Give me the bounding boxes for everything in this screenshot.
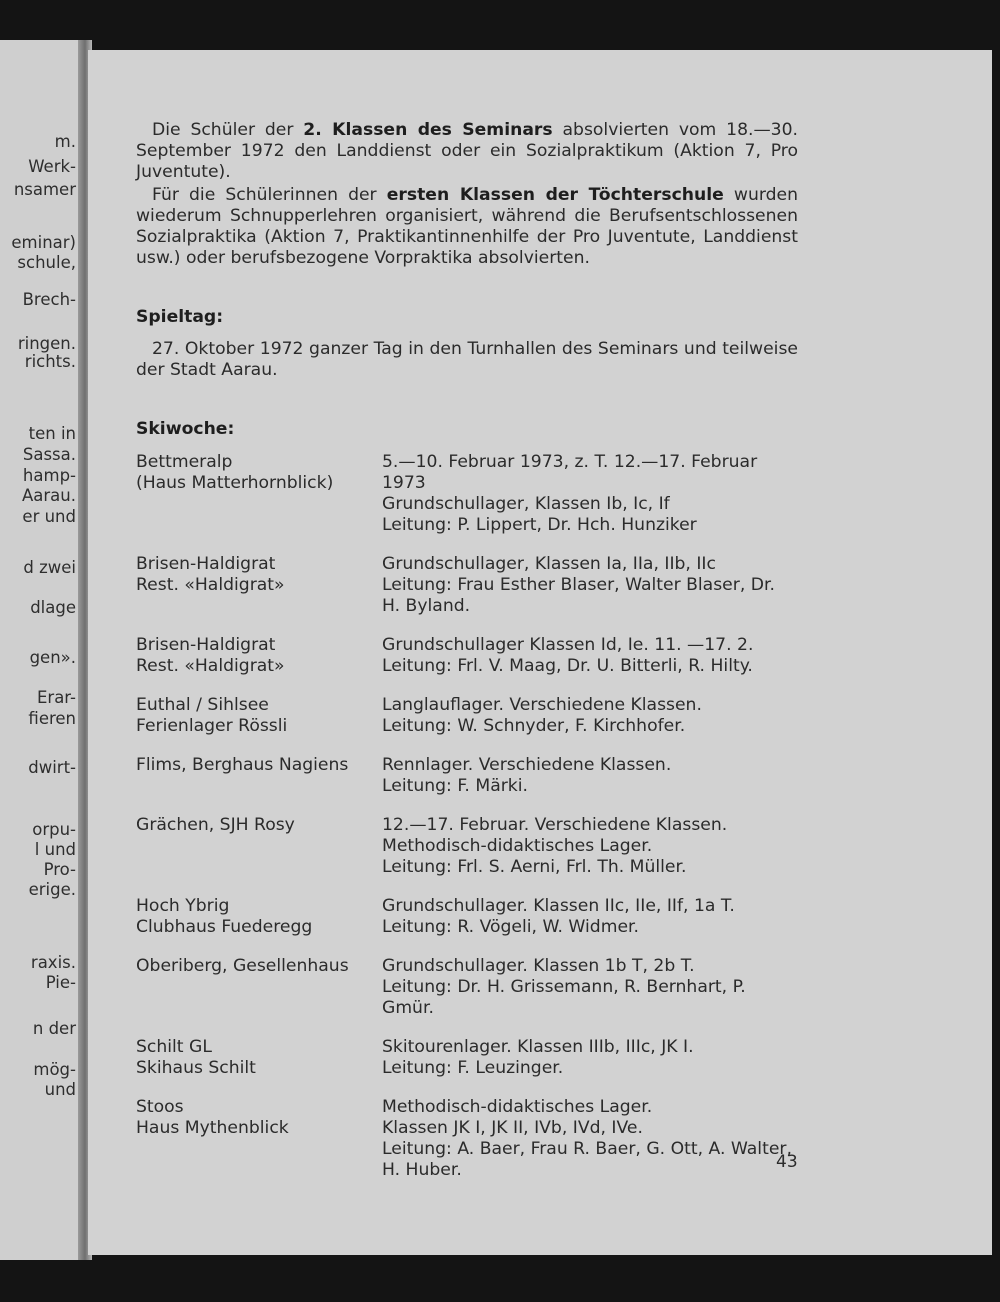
left-page-text-fragment: fieren — [28, 709, 76, 728]
ski-entry — [136, 554, 798, 617]
intro-text: wurden wiederum Schnupperlehren organisiert, während die Berufsentschlossenen Sozialpraktika (Aktion 7, Praktikantinnenhilfe der Pro Juventute, Landdienst usw.) oder berufsbezogene Vorpraktika absolvierten. — [136, 185, 798, 268]
left-page-text-fragment: erige. — [28, 880, 76, 899]
intro-text: absolvierten vom 18.—30. September 1972 den Landdienst oder ein Sozialpraktikum (Aktion 7, Pro Juventute). — [136, 120, 798, 182]
left-page-text-fragment: ten in — [28, 424, 76, 443]
ski-entry-place: Hoch Ybrig Clubhaus Fuederegg — [136, 896, 313, 937]
ski-entry-info: Grundschullager. Klassen IIc, IIe, IIf, 1a T. Leitung: R. Vögeli, W. Widmer. — [382, 896, 735, 937]
intro-bold: 2. Klassen des Seminars — [303, 120, 553, 140]
ski-entry-info: Grundschullager, Klassen Ia, IIa, IIb, IIc Leitung: Frau Esther Blaser, Walter Blaser, Dr. H. Byland. — [382, 554, 775, 616]
ski-entry — [136, 635, 798, 677]
ski-entry-place: Flims, Berghaus Nagiens — [136, 755, 349, 775]
left-page-text-fragment: raxis. — [30, 953, 76, 972]
intro-text: Die Schüler der — [152, 120, 304, 140]
left-page-text-fragment: er und — [22, 507, 76, 526]
ski-entry-info: Grundschullager Klassen Id, Ie. 11. —17. 2. Leitung: Frl. V. Maag, Dr. U. Bitterli, R. Hilty. — [382, 635, 754, 676]
ski-entry — [136, 695, 798, 737]
left-page-text-fragment: nsamer — [13, 180, 76, 199]
ski-entry-info: 12.—17. Februar. Verschiedene Klassen. Methodisch-didaktisches Lager. Leitung: Frl. S. Aerni, Frl. Th. Müller. — [382, 815, 728, 877]
skiwoche-heading: Skiwoche: — [136, 419, 235, 439]
left-page-text-fragment: gen». — [29, 648, 76, 667]
left-page-text-fragment: Pie- — [45, 973, 76, 992]
ski-entry-info: Skitourenlager. Klassen IIIb, IIIc, JK I. Leitung: F. Leuzinger. — [382, 1037, 694, 1078]
left-page-edge — [0, 40, 86, 1260]
page-content — [136, 120, 798, 1181]
left-page-text-fragment: Pro- — [43, 860, 76, 879]
left-page-text-fragment: hamp- — [22, 466, 76, 485]
ski-entry-info: Langlauflager. Verschiedene Klassen. Leitung: W. Schnyder, F. Kirchhofer. — [382, 695, 702, 736]
left-page-text-fragment: Aarau. — [22, 486, 76, 505]
intro-text: Für die Schülerinnen der — [152, 185, 387, 205]
left-page-text-fragment: m. — [54, 132, 76, 151]
ski-entry — [136, 1037, 798, 1079]
left-page-text-fragment: richts. — [24, 352, 76, 371]
left-page-text-fragment: schule, — [17, 253, 76, 272]
left-page-text-fragment: mög- — [33, 1060, 76, 1079]
ski-entry-place: Stoos Haus Mythenblick — [136, 1097, 289, 1138]
page-number: 43 — [776, 1152, 798, 1172]
left-page-text-fragment: orpu- — [32, 820, 76, 839]
ski-entry-place: Brisen-Haldigrat Rest. «Haldigrat» — [136, 554, 285, 595]
ski-entry-info: Methodisch-didaktisches Lager. Klassen JK I, JK II, IVb, IVd, IVe. Leitung: A. Baer, Frau R. Baer, G. Ott, A. Walter, H. Huber. — [382, 1097, 792, 1180]
ski-entry-place: Brisen-Haldigrat Rest. «Haldigrat» — [136, 635, 285, 676]
left-page-text-fragment: Sassa. — [22, 445, 76, 464]
intro-paragraph-toechterschule — [136, 185, 798, 269]
left-page-text-fragment: dlage — [30, 598, 76, 617]
ski-entry-place: Schilt GL Skihaus Schilt — [136, 1037, 256, 1078]
left-page-text-fragment: d zwei — [23, 558, 76, 577]
left-page-text-fragment: Erar- — [36, 688, 76, 707]
left-page-text-fragment: ringen. — [17, 334, 76, 353]
left-page-text-fragment: dwirt- — [28, 758, 76, 777]
left-page-text-fragment: eminar) — [11, 233, 76, 252]
left-page-text-fragment: n der — [32, 1019, 76, 1038]
left-page-text-fragment: Werk- — [28, 157, 76, 176]
ski-entry — [136, 956, 798, 1019]
ski-entry-place: Oberiberg, Gesellenhaus — [136, 956, 349, 976]
spieltag-heading: Spieltag: — [136, 307, 224, 327]
ski-entry-info: 5.—10. Februar 1973, z. T. 12.—17. Februar 1973 Grundschullager, Klassen Ib, Ic, If Leitung: P. Lippert, Dr. Hch. Hunziker — [382, 452, 758, 535]
book-page — [88, 50, 992, 1255]
ski-entry-info: Rennlager. Verschiedene Klassen. Leitung: F. Märki. — [382, 755, 672, 796]
spieltag-text: 27. Oktober 1972 ganzer Tag in den Turnhallen des Seminars und teilweise der Stadt Aarau. — [136, 339, 798, 380]
intro-bold: ersten Klassen der Töchterschule — [386, 185, 724, 205]
intro-paragraph-seminar — [136, 120, 798, 183]
ski-entry-place: Bettmeralp (Haus Matterhornblick) — [136, 452, 334, 493]
ski-entry — [136, 896, 798, 938]
ski-entry-info: Grundschullager. Klassen 1b T, 2b T. Leitung: Dr. H. Grissemann, R. Bernhart, P. Gmür. — [382, 956, 746, 1018]
ski-entry — [136, 815, 798, 878]
left-page-text-fragment: l und — [34, 840, 76, 859]
ski-entry — [136, 755, 798, 797]
left-page-text-fragment: und — [44, 1080, 76, 1099]
ski-entry-place: Euthal / Sihlsee Ferienlager Rössli — [136, 695, 288, 736]
left-page-text-fragment: Brech- — [22, 290, 76, 309]
ski-entry-place: Grächen, SJH Rosy — [136, 815, 295, 835]
ski-entry — [136, 452, 798, 536]
ski-entry — [136, 1097, 798, 1181]
